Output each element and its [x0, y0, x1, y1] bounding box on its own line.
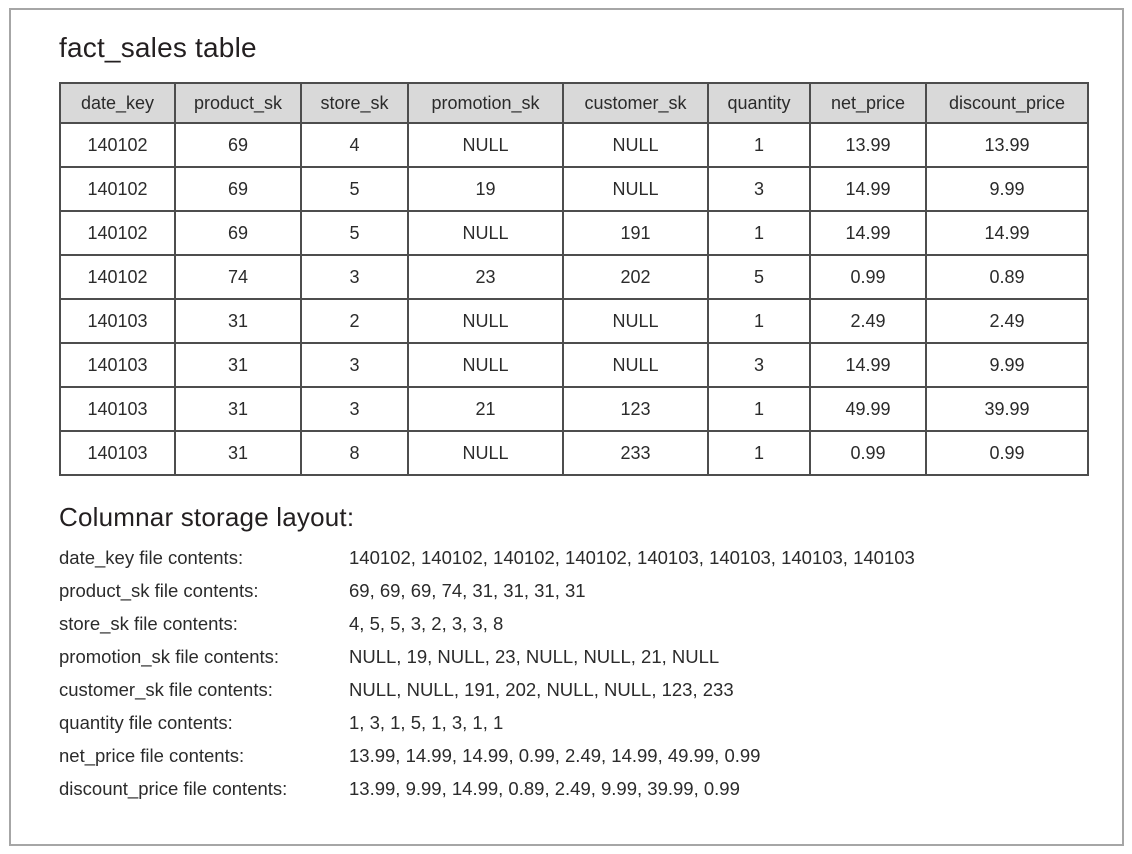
columnar-file-list [59, 543, 1084, 803]
file-label-discount-price: discount_price file contents: [59, 778, 288, 799]
file-values-discount-price: 13.99, 9.99, 14.99, 0.89, 2.49, 9.99, 39.99, 0.99 [349, 778, 740, 799]
table-cell: 5 [708, 255, 810, 299]
table-cell: 19 [408, 167, 563, 211]
column-header-net-price: net_price [810, 83, 926, 123]
table-cell: 31 [175, 343, 301, 387]
file-values-quantity: 1, 3, 1, 5, 1, 3, 1, 1 [349, 712, 504, 733]
table-cell: 31 [175, 299, 301, 343]
table-cell: 14.99 [810, 343, 926, 387]
table-cell: 0.89 [926, 255, 1088, 299]
table-cell: NULL [408, 299, 563, 343]
table-cell: 4 [301, 123, 408, 167]
table-cell: 1 [708, 299, 810, 343]
table-cell: 2.49 [926, 299, 1088, 343]
table-row [60, 299, 1088, 343]
column-header-store-sk: store_sk [301, 83, 408, 123]
table-cell: 13.99 [926, 123, 1088, 167]
table-cell: NULL [563, 167, 708, 211]
table-cell: 2.49 [810, 299, 926, 343]
file-values-date-key: 140102, 140102, 140102, 140102, 140103, 140103, 140103, 140103 [349, 547, 915, 568]
table-cell: 140103 [60, 299, 175, 343]
column-header-date-key: date_key [60, 83, 175, 123]
table-cell: 0.99 [926, 431, 1088, 475]
table-cell: 49.99 [810, 387, 926, 431]
table-cell: 140103 [60, 387, 175, 431]
file-values-customer-sk: NULL, NULL, 191, 202, NULL, NULL, 123, 233 [349, 679, 734, 700]
table-cell: 1 [708, 123, 810, 167]
table-row [60, 123, 1088, 167]
column-header-customer-sk: customer_sk [563, 83, 708, 123]
table-cell: 39.99 [926, 387, 1088, 431]
table-cell: 140103 [60, 431, 175, 475]
column-header-quantity: quantity [708, 83, 810, 123]
table-cell: 233 [563, 431, 708, 475]
table-cell: 8 [301, 431, 408, 475]
table-cell: 69 [175, 167, 301, 211]
table-cell: 1 [708, 211, 810, 255]
table-cell: 3 [708, 343, 810, 387]
table-cell: NULL [408, 211, 563, 255]
table-cell: 202 [563, 255, 708, 299]
table-cell: 1 [708, 387, 810, 431]
table-cell: NULL [563, 343, 708, 387]
table-cell: 69 [175, 123, 301, 167]
table-cell: 3 [301, 343, 408, 387]
table-cell: 191 [563, 211, 708, 255]
file-label-product-sk: product_sk file contents: [59, 580, 259, 601]
table-cell: 13.99 [810, 123, 926, 167]
file-values-promotion-sk: NULL, 19, NULL, 23, NULL, NULL, 21, NULL [349, 646, 720, 667]
table-cell: 5 [301, 167, 408, 211]
table-cell: 14.99 [810, 211, 926, 255]
column-header-discount-price: discount_price [926, 83, 1088, 123]
table-cell: 0.99 [810, 431, 926, 475]
file-values-net-price: 13.99, 14.99, 14.99, 0.99, 2.49, 14.99, 49.99, 0.99 [349, 745, 761, 766]
table-cell: 140102 [60, 211, 175, 255]
file-values-store-sk: 4, 5, 5, 3, 2, 3, 3, 8 [349, 613, 504, 634]
table-cell: 1 [708, 431, 810, 475]
table-cell: 9.99 [926, 167, 1088, 211]
file-label-quantity: quantity file contents: [59, 712, 233, 733]
table-cell: 31 [175, 387, 301, 431]
file-label-promotion-sk: promotion_sk file contents: [59, 646, 280, 667]
columnar-layout-heading: Columnar storage layout: [59, 502, 355, 532]
table-cell: NULL [408, 343, 563, 387]
table-row [60, 343, 1088, 387]
table-cell: NULL [563, 123, 708, 167]
table-cell: 14.99 [926, 211, 1088, 255]
table-cell: 140102 [60, 167, 175, 211]
table-row [60, 387, 1088, 431]
table-row [60, 255, 1088, 299]
column-header-product-sk: product_sk [175, 83, 301, 123]
table-cell: 69 [175, 211, 301, 255]
figure-frame [9, 8, 1124, 846]
table-row [60, 211, 1088, 255]
table-row [60, 167, 1088, 211]
table-cell: 21 [408, 387, 563, 431]
table-cell: 123 [563, 387, 708, 431]
table-cell: 3 [301, 387, 408, 431]
table-cell: 23 [408, 255, 563, 299]
file-label-customer-sk: customer_sk file contents: [59, 679, 273, 700]
table-cell: 140102 [60, 123, 175, 167]
file-values-product-sk: 69, 69, 69, 74, 31, 31, 31, 31 [349, 580, 586, 601]
table-cell: 140102 [60, 255, 175, 299]
table-cell: 0.99 [810, 255, 926, 299]
table-header-row [60, 83, 1088, 123]
table-cell: 74 [175, 255, 301, 299]
table-cell: 5 [301, 211, 408, 255]
table-cell: 3 [708, 167, 810, 211]
table-cell: 140103 [60, 343, 175, 387]
fact-sales-table [59, 82, 1089, 476]
table-cell: NULL [563, 299, 708, 343]
table-cell: 3 [301, 255, 408, 299]
table-cell: 31 [175, 431, 301, 475]
file-label-date-key: date_key file contents: [59, 547, 244, 568]
table-cell: NULL [408, 123, 563, 167]
column-header-promotion-sk: promotion_sk [408, 83, 563, 123]
table-cell: 14.99 [810, 167, 926, 211]
table-cell: 9.99 [926, 343, 1088, 387]
file-label-net-price: net_price file contents: [59, 745, 245, 766]
table-cell: 2 [301, 299, 408, 343]
table-row [60, 431, 1088, 475]
file-label-store-sk: store_sk file contents: [59, 613, 238, 634]
table-cell: NULL [408, 431, 563, 475]
figure-title: fact_sales table [59, 32, 257, 63]
